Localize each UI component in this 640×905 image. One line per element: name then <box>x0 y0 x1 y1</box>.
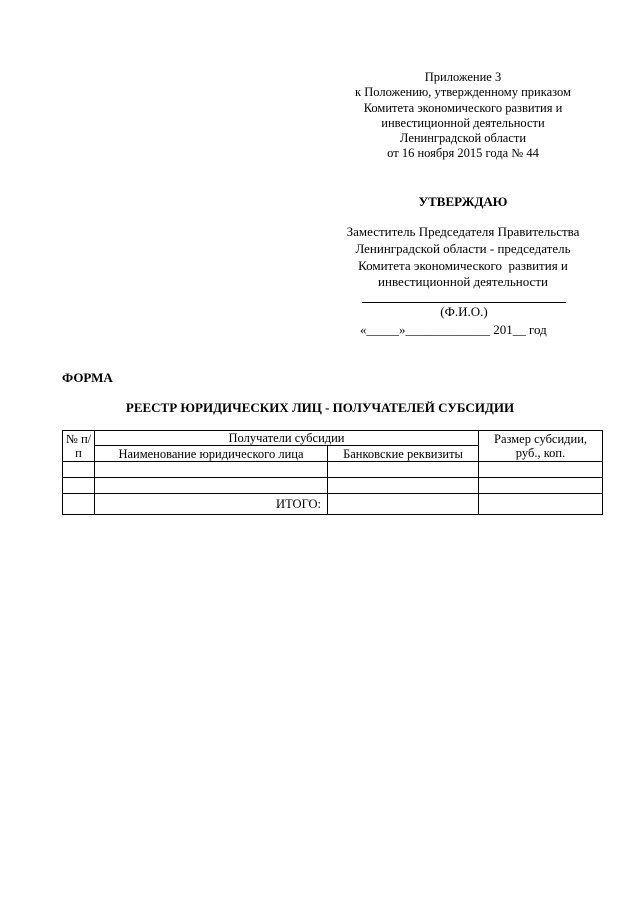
appendix-line-2: к Положению, утвержденному приказом <box>355 85 571 100</box>
cell <box>63 462 95 478</box>
signature-line <box>362 302 566 303</box>
registry-title: РЕЕСТР ЮРИДИЧЕСКИХ ЛИЦ - ПОЛУЧАТЕЛЕЙ СУБСИДИИ <box>125 400 515 415</box>
total-row <box>63 494 603 515</box>
approval-title: УТВЕРЖДАЮ <box>418 194 508 209</box>
header-name: Наименование юридического лица <box>95 446 328 462</box>
cell <box>95 478 328 494</box>
cell <box>479 462 603 478</box>
table-row <box>63 462 603 478</box>
registry-table <box>62 430 603 515</box>
approver-line-2: Ленинградской области - председатель <box>355 240 571 256</box>
approval-date-line: «_____»_____________ 201__ год <box>360 322 547 337</box>
appendix-line-1: Приложение 3 <box>424 70 502 84</box>
cell <box>479 494 603 515</box>
appendix-block <box>338 70 588 162</box>
cell <box>63 478 95 494</box>
approver-line-4: инвестиционной деятельности <box>378 274 548 290</box>
form-label: ФОРМА <box>62 370 113 385</box>
appendix-line-5: Ленинградской области <box>399 131 527 146</box>
header-amount: Размер субсидии, руб., коп. <box>479 431 603 462</box>
fio-caption: (Ф.И.О.) <box>440 304 488 319</box>
approver-line-3: Комитета экономического развития и <box>358 257 568 273</box>
cell <box>479 478 603 494</box>
cell <box>328 478 479 494</box>
cell <box>95 462 328 478</box>
header-recipients: Получатели субсидии <box>95 431 479 446</box>
appendix-line-3: Комитета экономического развития и <box>363 100 563 115</box>
total-label: ИТОГО: <box>95 494 328 515</box>
appendix-line-4: инвестиционной деятельности <box>381 115 545 130</box>
cell <box>63 494 95 515</box>
approver-line-1: Заместитель Председателя Правительства <box>346 224 580 239</box>
header-number: № п/п <box>63 431 95 462</box>
cell <box>328 494 479 515</box>
header-bank: Банковские реквизиты <box>328 446 479 462</box>
approver-block <box>338 224 588 291</box>
cell <box>328 462 479 478</box>
appendix-line-6: от 16 ноября 2015 года № 44 <box>387 146 539 161</box>
table-row <box>63 478 603 494</box>
